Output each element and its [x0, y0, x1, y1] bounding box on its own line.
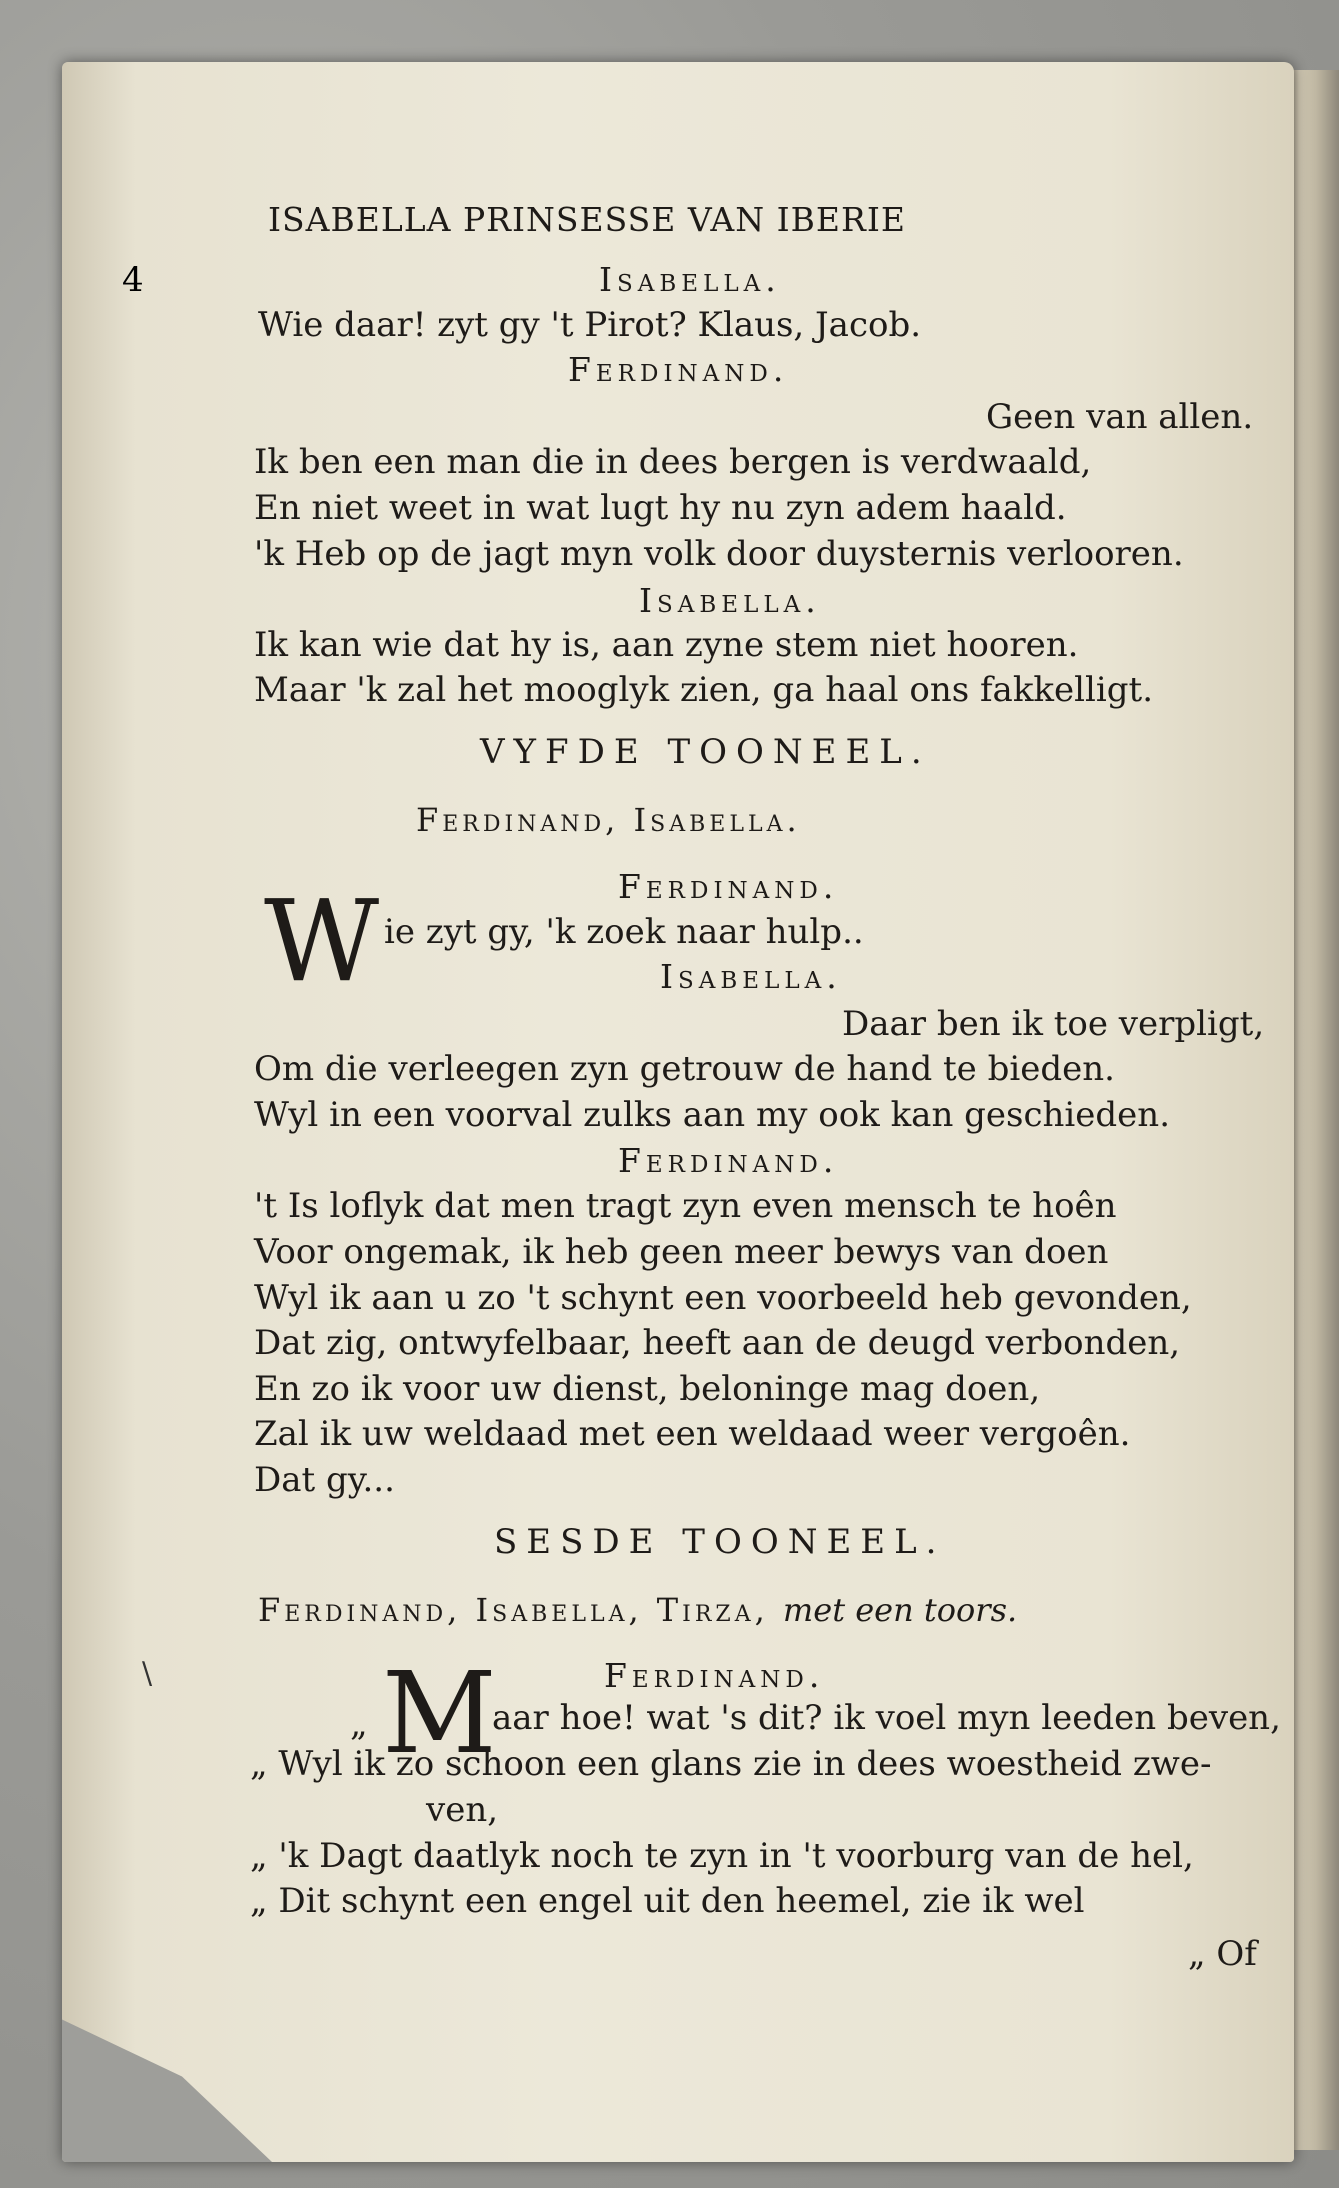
verse-line: Dat zig, ontwyfelbaar, heeft aan de deugd verbonden, — [254, 1323, 1181, 1363]
running-head: ISABELLA PRINSESSE VAN IBERIE — [268, 200, 906, 239]
page-number: 4 — [122, 260, 144, 300]
scene-heading: VYFDE TOONEEL. — [480, 732, 931, 772]
catchword: „ Of — [1188, 1934, 1257, 1974]
verse-line: Dat gy... — [254, 1460, 395, 1500]
quote-mark: „ — [350, 1704, 366, 1744]
verse-line: Voor ongemak, ik heb geen meer bewys van doen — [254, 1232, 1109, 1272]
verse-line: „ Wyl ik zo schoon een glans zie in dees woestheid zwe- — [250, 1744, 1212, 1784]
cast-list: Ferdinand, Isabella. — [416, 801, 801, 839]
verse-line: Ik kan wie dat hy is, aan zyne stem niet hooren. — [254, 625, 1079, 665]
speaker-label: Ferdinand. — [618, 1141, 839, 1180]
speaker-label: Isabella. — [660, 957, 842, 996]
scene-heading: SESDE TOONEEL. — [494, 1522, 946, 1562]
verse-line: aar hoe! wat 's dit? ik voel myn leeden beven, — [492, 1698, 1281, 1738]
verse-line: Om die verleegen zyn getrouw de hand te bieden. — [254, 1049, 1115, 1089]
verse-line: En zo ik voor uw dienst, beloninge mag doen, — [254, 1369, 1041, 1409]
verse-line: ie zyt gy, 'k zoek naar hulp.. — [384, 912, 864, 952]
verse-line: Ik ben een man die in dees bergen is verdwaald, — [254, 442, 1092, 482]
cast-names: Ferdinand, Isabella, Tirza, — [258, 1591, 769, 1629]
margin-mark: \ — [142, 1656, 153, 1691]
speaker-label: Isabella. — [639, 581, 821, 620]
torn-corner — [62, 1972, 362, 2162]
verse-line: „ 'k Dagt daatlyk noch te zyn in 't voorburg van de hel, — [250, 1836, 1194, 1876]
cast-list — [258, 1590, 1017, 1630]
verse-line: 't Is loflyk dat men tragt zyn even mensch te hoên — [254, 1186, 1117, 1226]
verse-line: Zal ik uw weldaad met een weldaad weer vergoên. — [254, 1414, 1131, 1454]
verse-line: „ Dit schynt een engel uit den heemel, zie ik wel — [250, 1881, 1085, 1921]
verse-line: 'k Heb op de jagt myn volk door duysternis verlooren. — [254, 534, 1184, 574]
speaker-label: Ferdinand. — [568, 350, 789, 389]
verse-line: Wie daar! zyt gy 't Pirot? Klaus, Jacob. — [258, 305, 922, 345]
verse-line: Wyl in een voorval zulks aan my ook kan geschieden. — [254, 1095, 1171, 1135]
speaker-label: Ferdinand. — [618, 867, 839, 906]
verse-line: Geen van allen. — [986, 397, 1254, 437]
verse-line: En niet weet in wat lugt hy nu zyn adem haald. — [254, 488, 1067, 528]
verse-line: Maar 'k zal het mooglyk zien, ga haal ons fakkelligt. — [254, 670, 1154, 710]
stage-direction: met een toors. — [782, 1591, 1018, 1629]
verse-line: Daar ben ik toe verpligt, — [842, 1004, 1265, 1044]
drop-cap: W — [264, 877, 380, 1007]
verse-line: Wyl ik aan u zo 't schynt een voorbeeld heb gevonden, — [254, 1278, 1192, 1318]
verse-line: ven, — [426, 1790, 499, 1830]
speaker-label: Isabella. — [599, 260, 781, 299]
speaker-label: Ferdinand. — [604, 1656, 825, 1695]
drop-cap: M — [382, 1649, 497, 1779]
book-page — [62, 62, 1294, 2162]
